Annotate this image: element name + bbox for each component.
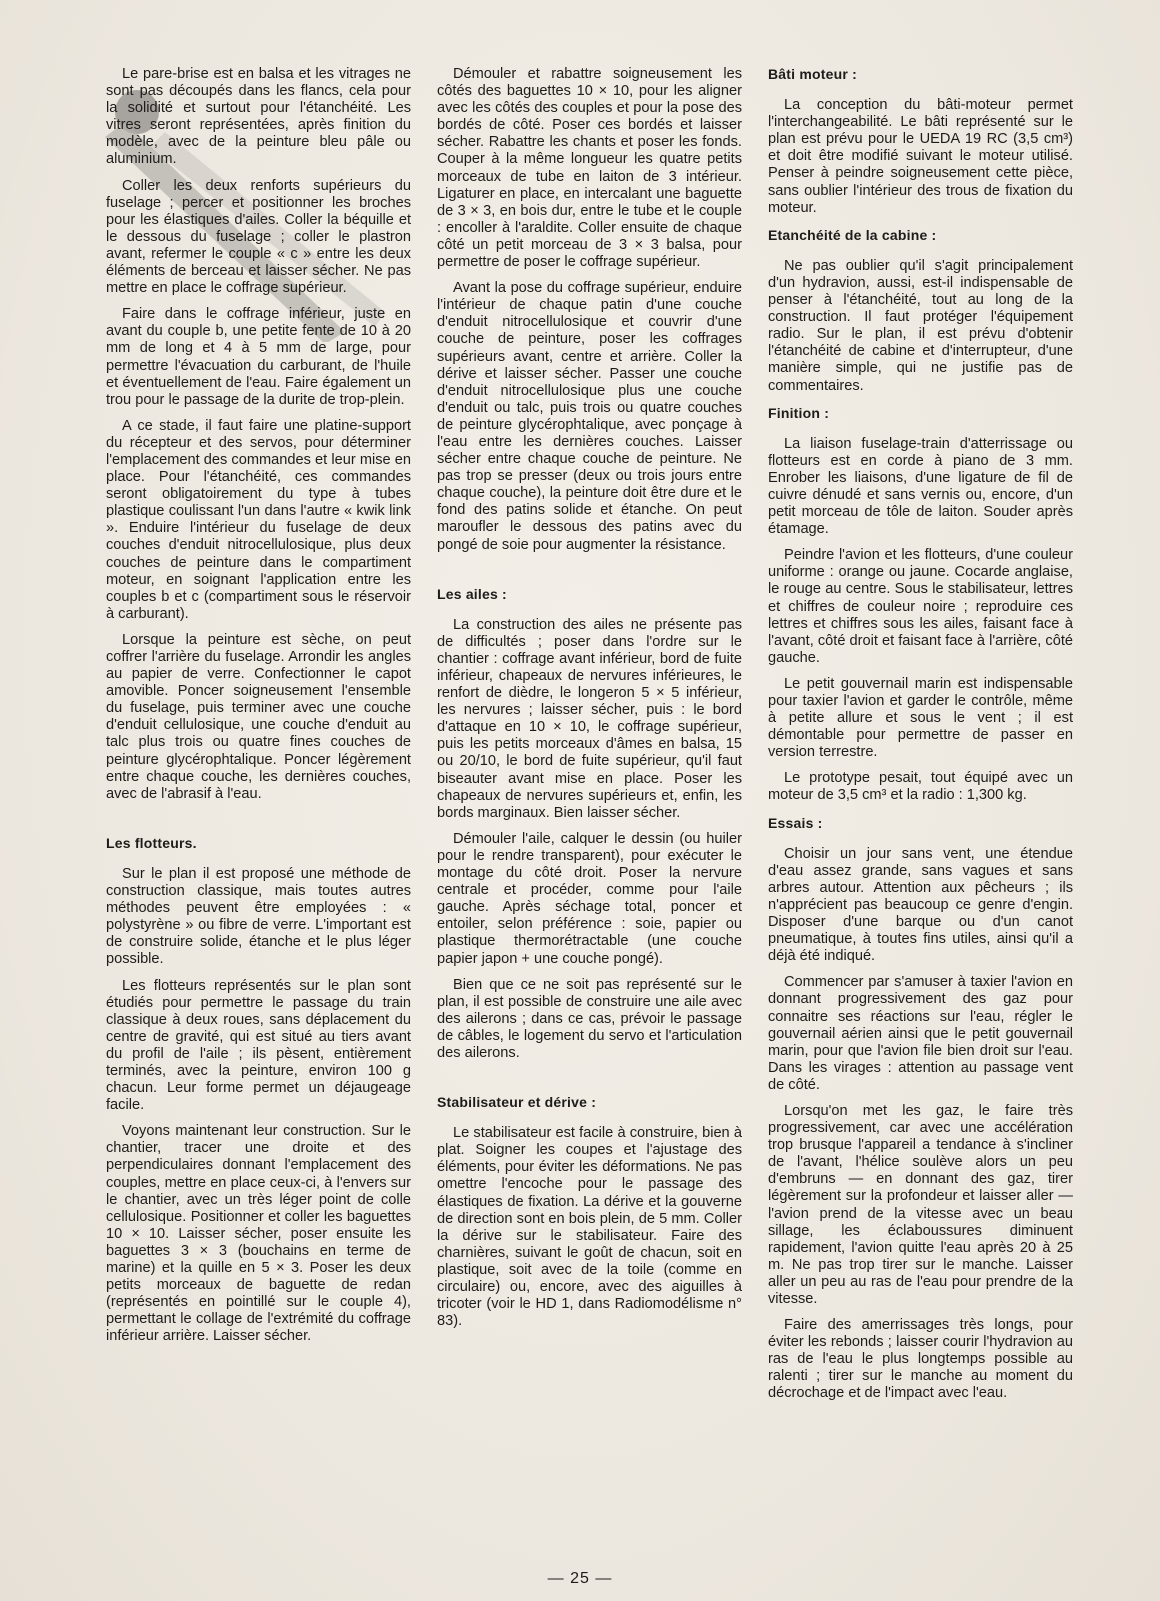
column-left bbox=[106, 66, 411, 1354]
paragraph: Voyons maintenant leur construction. Sur le chantier, tracer une droite et des perpendiculaires donnant l'emplacement des couples, mettre en place ceux-ci, à l'envers sur le chantier, avec un très léger point de colle cellulosique. Positionner et coller les baguettes 10 × 10. Laisser sécher, poser ensuite les baguettes 3 × 3 (bouchains en terme de marine) et la quille en 5 × 3. Poser les deux petits morceaux de baguette de redan (représentés en pointillé sur le couple 4), permettant le collage de l'extrémité du coffrage inférieur arrière. Laisser sécher. bbox=[106, 1123, 411, 1345]
section-heading-finition: Finition : bbox=[768, 404, 830, 421]
section-heading-flotteurs: Les flotteurs. bbox=[106, 834, 197, 851]
paragraph: Les flotteurs représentés sur le plan sont étudiés pour permettre le passage du train classique à deux roues, sans déplacement du centre de gravité, qui est situé au tiers avant du profil de l'aile ; ils pèsent, entièrement terminés, avec la peinture, environ 100 g chacun. Leur forme permet un déjaugeage facile. bbox=[106, 977, 411, 1114]
paragraph: Avant la pose du coffrage supérieur, enduire l'intérieur de chaque patin d'une couche d'enduit nitrocellulosique et couvrir d'une couche de peinture, poser les coffrages supérieurs avant, centre et arrière. Coller la dérive et laisser sécher. Passer une couche d'enduit nitrocellulosique plus une couche d'enduit ou talc, puis trois ou quatre couches de peinture glycérophtalique, avec ponçage à l'eau entre les dernières couches. Laisser sécher entre chaque couche de peinture. Ne pas trop se presser (deux ou trois jours entre chaque couche), la peinture doit être dure et le fond des patins solide et étanche. On peut maroufler le dessous des patins avec du pongé de soie pour augmenter la résistance. bbox=[437, 280, 742, 553]
paragraph: Le prototype pesait, tout équipé avec un moteur de 3,5 cm³ et la radio : 1,300 kg. bbox=[768, 770, 1073, 804]
paragraph: Ne pas oublier qu'il s'agit principalement d'un hydravion, aussi, est-il indispensable de penser à l'étanchéité, tout au long de la construction. Il faut protéger l'équipement radio. Sur le plan, il est prévu d'obtenir l'étanchéité de cabine et d'interrupteur, d'une manière simple, qui ne justifie pas de commentaires. bbox=[768, 257, 1073, 394]
paragraph: La construction des ailes ne présente pas de difficultés ; poser dans l'ordre sur le chantier : coffrage avant inférieur, bord de fuite inférieur, chapeaux de nervures inférieures, le renfort de dièdre, le longeron 5 × 5 inférieur, les nervures ; laisser sécher, puis : le bord d'attaque en 10 × 10, le coffrage supérieur, puis les petits morceaux d'âmes en balsa, 15 ou 20/10, le bord de fuite supérieur, qu'il faut biseauter avant mise en place. Poser les chapeaux de nervures supérieurs et, enfin, les bords marginaux. Bien laisser sécher. bbox=[437, 616, 742, 821]
paragraph: Lorsque la peinture est sèche, on peut coffrer l'arrière du fuselage. Arrondir les angles au papier de verre. Confectionner le capot amovible. Poncer soigneusement l'ensemble du fuselage, puis terminer avec une couche d'enduit cellulosique, une couche d'enduit au talc plus trois ou quatre fines couches de peinture glycérophtalique. Poncer légèrement entre chaque couche, les dernières couches, avec de l'abrasif à l'eau. bbox=[106, 631, 411, 802]
paragraph: Choisir un jour sans vent, une étendue d'eau assez grande, sans vagues et sans arbres autour. Attention aux pêcheurs ; ils n'apprécient pas beaucoup ce genre d'engin. Disposer d'une barque ou d'un canot pneumatique, à toutes fins utiles, ainsi qu'il a déjà été indiqué. bbox=[768, 845, 1073, 965]
paragraph: La liaison fuselage-train d'atterrissage ou flotteurs est en corde à piano de 3 mm. Enrober les liaisons, d'une ligature de fil de cuivre dénudé et sans vernis ou, encore, d'un petit morceau de tôle de laiton. Souder après étamage. bbox=[768, 435, 1073, 538]
paragraph: Le pare-brise est en balsa et les vitrages ne sont pas découpés dans les flancs, cela pour la solidité et surtout pour l'étanchéité. Les vitres seront représentées, après finition du modèle, avec de la peinture bleu pâle ou aluminium. bbox=[106, 66, 411, 168]
paragraph: Lorsqu'on met les gaz, le faire très progressivement, car avec une accélération trop brusque l'appareil a tendance à s'incliner de l'avant, l'hélice soulève alors un peu d'embruns — en donnant des gaz, tirer légèrement sur la profondeur et laisser aller — l'avion prend de la vitesse avec un beau sillage, les éclaboussures diminuent rapidement, l'avion quitte l'eau après 20 à 25 m. Ne pas trop tirer sur le manche. Laisser aller un peu au ras de l'eau pour prendre de la vitesse. bbox=[768, 1102, 1073, 1307]
section-heading-etancheite: Etanchéité de la cabine : bbox=[768, 226, 937, 243]
paragraph: Commencer par s'amuser à taxier l'avion en donnant progressivement des gaz pour connaitre ses réactions sur l'eau, régler le gouvernail aérien ainsi que le petit gouvernail marin, pour que l'avion file bien droit sur l'eau. Dans les virages : attention au passage vent de côté. bbox=[768, 974, 1073, 1093]
paragraph: Coller les deux renforts supérieurs du fuselage ; percer et positionner les broches pour les élastiques d'ailes. Coller la béquille et le dessous du fuselage ; coller le plastron avant, refermer le couple « c » entre les deux éléments de berceau et laisser sécher. Ne pas mettre en place le coffrage supérieur. bbox=[106, 177, 411, 297]
paragraph: Bien que ce ne soit pas représenté sur le plan, il est possible de construire une aile avec des ailerons ; dans ce cas, prévoir le passage de câbles, le logement du servo et l'articulation des ailerons. bbox=[437, 976, 742, 1061]
column-right bbox=[768, 66, 1073, 1412]
paragraph: Peindre l'avion et les flotteurs, d'une couleur uniforme : orange ou jaune. Cocarde anglaise, le rouge au centre. Sous le stabilisateur, lettres et chiffres de couleur noire ; reproduire ces lettres et chiffres sous les ailes, faisant face à l'avant, côté droit et faisant face à l'arrière, côté gauche. bbox=[768, 547, 1073, 666]
paragraph: La conception du bâti-moteur permet l'interchangeabilité. Le bâti représenté sur le plan est prévu pour le UEDA 19 RC (3,5 cm³) et doit être modifié suivant le moteur utilisé. Penser à peindre soigneusement cette pièce, sans oublier l'intérieur des trous de fixation du moteur. bbox=[768, 97, 1073, 216]
paragraph: A ce stade, il faut faire une platine-support du récepteur et des servos, pour déterminer l'emplacement des commandes et leur mise en place. Pour l'étanchéité, ces commandes seront obligatoirement du type à tubes plastique coulissant l'un dans l'autre « kwik link ». Enduire l'intérieur du fuselage de deux couches d'enduit nitrocellulosique, plus deux couches de peinture dans le compartiment moteur, en soignant l'application entre les couples b et c (compartiment sous le réservoir à carburant). bbox=[106, 417, 411, 622]
paragraph: Faire dans le coffrage inférieur, juste en avant du couple b, une petite fente de 10 à 20 mm de long et 4 à 5 mm de large, pour permettre l'évacuation du carburant, de l'huile et éventuellement de l'eau. Faire également un trou pour le passage de la durite de trop-plein. bbox=[106, 306, 411, 408]
paragraph: Faire des amerrissages très longs, pour éviter les rebonds ; laisser courir l'hydravion au ras de l'eau le plus longtemps possible au ralenti ; tirer sur le manche au moment du décrochage et de l'impact avec l'eau. bbox=[768, 1317, 1073, 1402]
paragraph: Démouler et rabattre soigneusement les côtés des baguettes 10 × 10, pour les aligner avec les côtés des couples et pour la pose des bordés de côté. Poser ces bordés et laisser sécher. Rabattre les chants et poser les fonds. Couper à la même longueur les quatre petits morceaux de tube en laiton de 3 intérieur. Ligaturer en place, en intercalant une baguette de 3 × 3, en bois dur, entre le tube et le couple : encoller à l'araldite. Coller ensuite de chaque côté un petit morceau de 3 × 3 balsa, pour permettre de poser le coffrage supérieur. bbox=[437, 66, 742, 271]
page-number: — 25 — bbox=[547, 1570, 613, 1587]
paragraph: Démouler l'aile, calquer le dessin (ou huiler pour le rendre transparent), pour exécuter le montage du côté droit. Poser la nervure centrale et procéder, comme pour l'aile gauche. Après séchage total, poncer et entoiler, selon préférence : soie, papier ou plastique thermorétractable (une couche papier japon + une couche pongé). bbox=[437, 830, 742, 967]
section-heading-stabilisateur: Stabilisateur et dérive : bbox=[437, 1094, 597, 1111]
section-heading-bati-moteur: Bâti moteur : bbox=[768, 66, 857, 82]
section-heading-essais: Essais : bbox=[768, 814, 823, 831]
paragraph: Le stabilisateur est facile à construire, bien à plat. Soigner les coupes et l'ajustage des éléments, pour éviter les déformations. Ne pas omettre l'encoche pour le passage des élastiques de fixation. La dérive et la gouverne de direction sont en bois plein, de 5 mm. Coller la dérive sur le stabilisateur. Faire des charnières, suivant le goût de chacun, soit en plastique, soit avec de la toile (comme en circulaire) ou, encore, avec des aiguilles à tricoter (voir le HD 1, dans Radiomodélisme n° 83). bbox=[437, 1125, 742, 1330]
paragraph: Le petit gouvernail marin est indispensable pour taxier l'avion et garder le contrôle, même à petite allure et sous le vent ; il est démontable pour permettre de passer en version terrestre. bbox=[768, 675, 1073, 761]
paragraph: Sur le plan il est proposé une méthode de construction classique, mais toutes autres méthodes peuvent être employées : « polystyrène » ou fibre de verre. L'important est de construire solide, étanche et le plus léger possible. bbox=[106, 865, 411, 968]
section-heading-ailes: Les ailes : bbox=[437, 585, 507, 602]
column-middle bbox=[437, 66, 742, 1339]
